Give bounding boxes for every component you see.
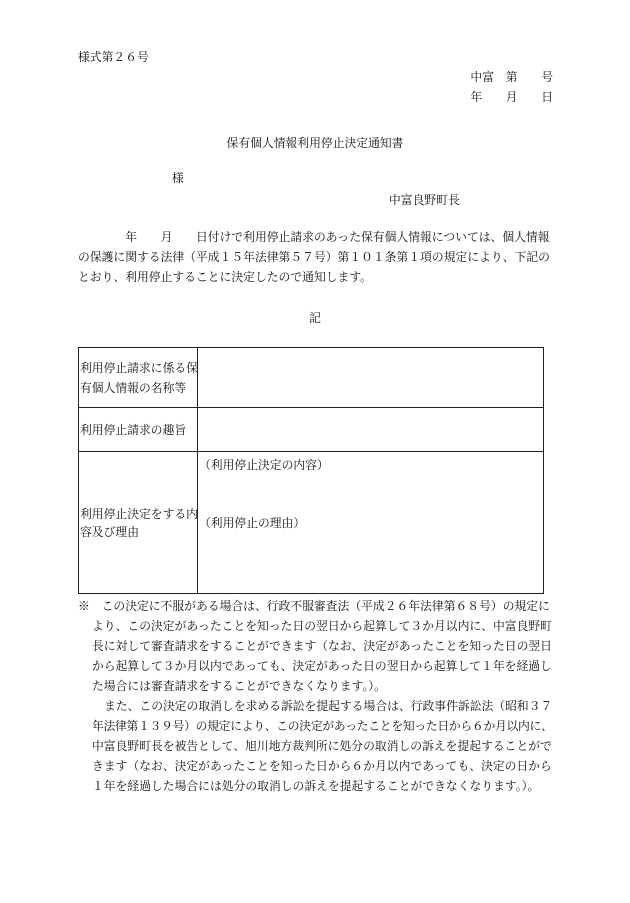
addressee-honorific: 様 (172, 171, 184, 185)
table-row-target-info (79, 348, 543, 408)
details-table (78, 347, 544, 594)
table-row-decision-details (79, 452, 543, 593)
note-line: から起算して３か月以内であっても、決定があった日の翌日から起算して１年を経過し (92, 659, 552, 673)
table-label-cell (79, 408, 198, 451)
note-line: 年法律第１３９号）の規定により、この決定があったことを知った日から６か月以内に、 (92, 719, 553, 733)
body-line: 年 月 日付けで利用停止請求のあった保有個人情報については、個人情報 (78, 230, 550, 244)
body-line: とおり、利用停止することに決定したので通知します。 (78, 270, 372, 284)
note-line: ※ この決定に不服がある場合は、行政不服審査法（平成２６年法律第６８号）の規定に (78, 599, 550, 613)
note-line: 長に対して審査請求をすることができます（なお、決定があったことを知った日の翌日 (92, 639, 552, 653)
table-label-line: 容及び理由 (80, 524, 139, 539)
ki-heading: 記 (309, 311, 321, 325)
table-label-cell (79, 348, 198, 407)
note-line: きます（なお、決定があったことを知った日から６か月以内であっても、決定の日から (92, 759, 552, 773)
table-value-cell (198, 408, 543, 451)
note-line: た場合には審査請求をすることができなくなります。）。 (92, 679, 386, 693)
document-title: 保有個人情報利用停止決定通知書 (226, 136, 404, 150)
decision-content-subheading: （利用停止決定の内容） (199, 458, 329, 472)
table-row-request-purpose (79, 408, 543, 452)
table-value-cell (198, 348, 543, 407)
issue-date: 年 月 日 (470, 90, 553, 104)
decision-reason-subheading: （利用停止の理由） (199, 516, 306, 530)
body-line: の保護に関する法律（平成１５年法律第５７号）第１０１条第１項の規定により、下記の (78, 250, 550, 264)
table-label-line: 利用停止決定をする内 (80, 506, 198, 521)
table-label-line: 利用停止請求に係る保 (80, 360, 198, 375)
reference-number: 中富 第 号 (470, 70, 553, 84)
note-line: 中富良野町長を被告として、旭川地方裁判所に処分の取消しの訴えを提起することがで (92, 739, 552, 753)
note-line: １年を経過した場合には処分の取消しの訴えを提起することができなくなります。）。 (92, 779, 540, 793)
form-number: 様式第２６号 (78, 50, 149, 64)
table-label-line: 有個人情報の名称等 (80, 380, 187, 395)
note-line: より、この決定があったことを知った日の翌日から起算して３か月以内に、中富良野町 (92, 619, 552, 633)
note-line: また、この決定の取消しを求める訴訟を提起する場合は、行政事件訴訟法（昭和３７ (104, 699, 553, 713)
table-label-line: 利用停止請求の趣旨 (80, 422, 187, 437)
table-value-cell (198, 452, 543, 593)
table-label-cell (79, 452, 198, 593)
sender-name: 中富良野町長 (389, 193, 460, 207)
